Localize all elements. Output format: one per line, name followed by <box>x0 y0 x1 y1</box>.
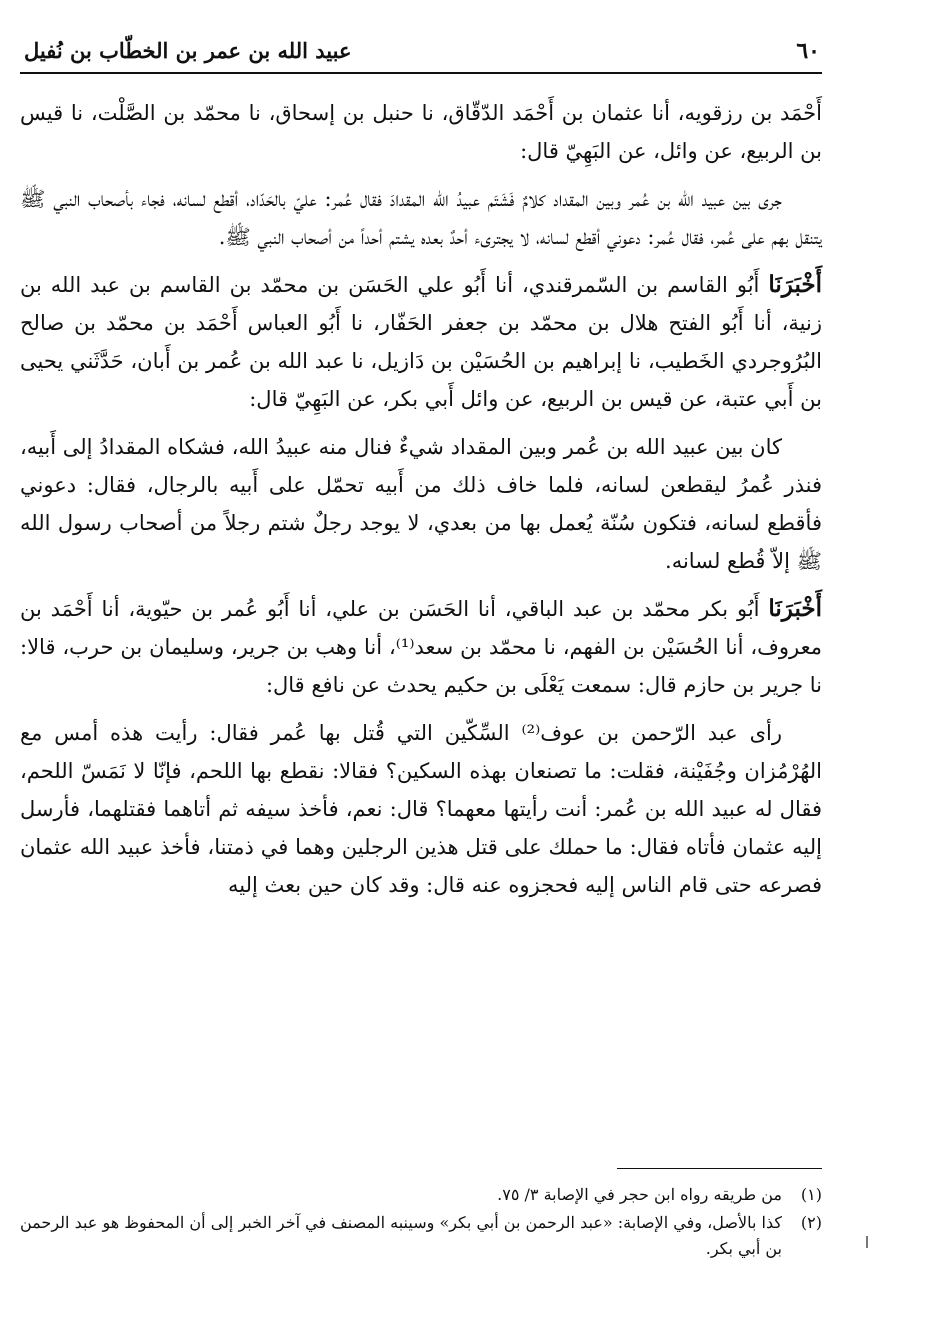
footnote-number: (٢) <box>800 1213 822 1232</box>
running-title: عبيد الله بن عمر بن الخطّاب بن نُفيل <box>24 38 352 63</box>
footnotes <box>20 1182 822 1264</box>
page-header <box>20 30 822 74</box>
footnote-2 <box>20 1210 822 1262</box>
main-text <box>20 94 822 904</box>
isnad-paragraph-3 <box>20 590 822 704</box>
matn-2: كان بين عبيد الله بن عُمر وبين المقداد شيءٌ فنال منه عبيدُ الله، فشكاه المقدادُ إلى أَبيه، فنذر عُمرُ ليقطعن لسانه، فلما خاف ذلك من أَبيه تحمّل على أَبيه بالرجال، فقال: دعوني فأقطع لسانه، فتكون سُنّة يُعمل بها من بعدي، لا يوجد رجلٌ شتم رجلاً من أصحاب رسول الله ﷺ إلاّ قُطع لسانه. <box>20 435 822 573</box>
isnad-paragraph-1 <box>20 94 822 170</box>
akhbarana-keyword-3: أَخْبَرَنَا <box>768 595 822 622</box>
akhbarana-keyword-2: أَخْبَرَنَا <box>768 271 823 298</box>
footnote-text: كذا بالأصل، وفي الإصابة: «عبد الرحمن بن أبي بكر» وسينبه المصنف في آخر الخبر إلى أن المحفوظ هو عبد الرحمن بن أبي بكر. <box>20 1213 782 1258</box>
margin-mark <box>866 1236 868 1248</box>
matn-paragraph-2 <box>20 428 822 580</box>
isnad-2: أَبُو القاسم بن السّمرقندي، أنا أَبُو علي الحَسَن بن محمّد بن القاسم بن عبد الله بن زنية، أنا أَبُو الفتح هلال بن محمّد بن جعفر الحَفّار، نا أَبُو العباس أَحْمَد بن محمّد بن صالح البُرُوجردي الخَطيب، نا إبراهيم بن الحُسَيْن بن دَازيل، نا عبد الله بن عُمر بن أَبان، حَدَّثَني يحيى بن أَبي عتبة، عن قيس بن الربيع، عن وائل أَبي بكر، عن البَهِيّ قال: <box>20 273 822 411</box>
page-number: ٦٠ <box>796 38 820 64</box>
matn-paragraph-1 <box>20 180 822 256</box>
footnote-divider <box>617 1168 822 1169</box>
matn-3: رأى عبد الرّحمن بن عوف⁽²⁾ السِّكّين التي قُتل بها عُمر فقال: رأيت هذه أمس مع الهُرْمُزان وجُفَيْنة، فقلت: ما تصنعان بهذه السكين؟ فقالا: نقطع بها اللحم، فإنّا لا نَمَسّ اللحم، فقال له عبيد الله بن عُمر: أنت رأيتها معهما؟ قال: نعم، فأخذ سيفه ثم أتاهما فقتلهما، فأرسل إليه عثمان فأتاه فقال: ما حملك على قتل هذين الرجلين وهما في ذمتنا، فأخذ عبيد الله عثمان فصرعه حتى قام الناس إليه فحجزوه عنه قال: وقد كان حين بعث إليه <box>20 721 822 897</box>
matn-paragraph-3 <box>20 714 822 904</box>
matn-1: جرى بين عبيد الله بن عُمر وبين المقداد كلامٌ فَشَتَم عبيدُ الله المقدادَ فقال عُمر: عليّ بالحَدّاد، أقطع لسانه، فجاء بأصحاب النبي ﷺ يتنقل بهم على عُمر، فقال عُمر: دعوني أقطع لسانه، لا يجترىء أحدٌ بعده يشتم أحداً من أصحاب النبي ﷺ. <box>20 187 822 249</box>
book-page <box>20 30 822 1320</box>
footnote-text: من طريقه رواه ابن حجر في الإصابة ٣/ ٧٥. <box>497 1185 782 1204</box>
isnad-1: أَحْمَد بن رزقويه، أنا عثمان بن أَحْمَد الدّقّاق، نا حنبل بن إسحاق، نا محمّد بن الصَّلْت، نا قيس بن الربيع، عن وائل، عن البَهِيّ قال: <box>20 101 822 163</box>
footnote-number: (١) <box>800 1185 822 1204</box>
footnote-1 <box>20 1182 822 1208</box>
isnad-paragraph-2 <box>20 266 822 418</box>
isnad-3: أَبُو بكر محمّد بن عبد الباقي، أنا الحَسَن بن علي، أنا أَبُو عُمر بن حيّوية، أنا أَحْمَد بن معروف، أنا الحُسَيْن بن الفهم، نا محمّد بن سعد⁽¹⁾، أنا وهب بن جرير، وسليمان بن حرب، قالا: نا جرير بن حازم قال: سمعت يَعْلَى بن حكيم يحدث عن نافع قال: <box>20 597 822 697</box>
